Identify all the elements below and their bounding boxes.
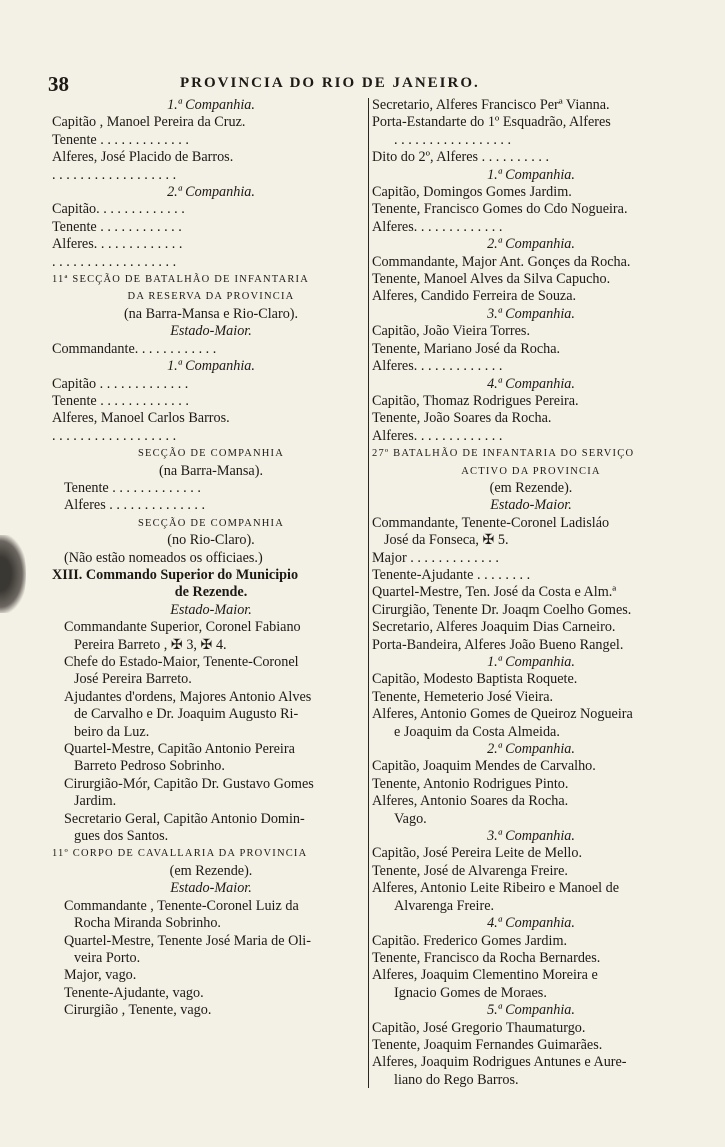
- text-line: Alferes, José Placido de Barros.: [52, 149, 234, 166]
- text-line: 5.ª Companhia.: [487, 1002, 575, 1019]
- text-line: Estado-Maior.: [170, 601, 252, 618]
- text-line: Alferes, Joaquim Clementino Moreira e: [372, 967, 598, 984]
- text-line: Alferes, Candido Ferreira de Souza.: [372, 288, 577, 305]
- running-head: PROVINCIA DO RIO DE JANEIRO.: [180, 75, 480, 91]
- text-line: 3.ª Companhia.: [487, 828, 575, 845]
- text-line: (Não estão nomeados os officiaes.): [64, 549, 263, 566]
- text-line: Estado-Maior.: [170, 880, 252, 897]
- text-line: Estado-Maior.: [490, 497, 572, 514]
- text-line: Rocha Miranda Sobrinho.: [74, 915, 221, 932]
- text-line: Cirurgião-Mór, Capitão Dr. Gustavo Gomes: [64, 775, 314, 792]
- text-line: Cirurgião , Tenente, vago.: [64, 1002, 212, 1019]
- text-line: Alferes, Antonio Leite Ribeiro e Manoel de: [372, 880, 620, 897]
- text-line: Capitão . . . . . . . . . . . . .: [52, 375, 189, 392]
- text-line: Alferes. . . . . . . . . . . . .: [372, 358, 503, 375]
- text-line: . . . . . . . . . . . . . . . . .: [394, 131, 512, 148]
- page-number: 38: [48, 72, 69, 96]
- text-line: ACTIVO DA PROVINCIA: [461, 465, 601, 477]
- text-line: 1.ª Companhia.: [167, 358, 255, 375]
- text-line: Capitão. Frederico Gomes Jardim.: [372, 932, 568, 949]
- text-line: 27º BATALHÃO DE INFANTARIA DO SERVIÇO: [372, 448, 635, 460]
- text-line: Commandante, Tenente-Coronel Ladisláo: [372, 514, 610, 531]
- text-line: Tenente, Francisco Gomes do Cdo Nogueira.: [372, 201, 628, 218]
- text-line: Tenente, Hemeterio José Vieira.: [372, 688, 554, 705]
- text-line: Secretario, Alferes Joaquim Dias Carneiro.: [372, 619, 616, 636]
- text-line: (em Rezende).: [169, 862, 253, 879]
- page-header: [48, 72, 688, 96]
- text-line: . . . . . . . . . . . . . . . . . .: [52, 253, 177, 270]
- text-line: Alferes . . . . . . . . . . . . . .: [64, 497, 206, 514]
- text-line: Tenente, Mariano José da Rocha.: [372, 340, 561, 357]
- text-line: 4.ª Companhia.: [487, 375, 575, 392]
- text-line: Alferes. . . . . . . . . . . . .: [372, 218, 503, 235]
- text-line: Tenente-Ajudante, vago.: [64, 984, 204, 1001]
- text-line: Alferes. . . . . . . . . . . . .: [52, 236, 183, 253]
- text-line: . . . . . . . . . . . . . . . . . .: [52, 427, 177, 444]
- text-line: liano do Rego Barros.: [394, 1071, 519, 1088]
- text-line: SECÇÃO DE COMPANHIA: [137, 448, 285, 460]
- text-line: Alferes, Antonio Soares da Rocha.: [372, 793, 569, 810]
- text-line: Tenente, João Soares da Rocha.: [372, 410, 552, 427]
- text-line: Alvarenga Freire.: [394, 897, 495, 914]
- text-line: Commandante , Tenente-Coronel Luiz da: [64, 897, 299, 914]
- text-line: 2.ª Companhia.: [487, 741, 575, 758]
- text-line: Vago.: [394, 810, 427, 827]
- text-line: Tenente-Ajudante . . . . . . . .: [372, 566, 531, 583]
- left-column: [52, 97, 370, 1020]
- text-line: (em Rezende).: [489, 479, 573, 496]
- text-line: Tenente, José de Alvarenga Freire.: [372, 862, 568, 879]
- text-line: Pereira Barreto , ✠ 3, ✠ 4.: [74, 636, 227, 653]
- text-line: Ajudantes d'ordens, Majores Antonio Alves: [64, 688, 312, 705]
- text-line: . . . . . . . . . . . . . . . . . .: [52, 166, 177, 183]
- text-line: Porta-Bandeira, Alferes João Bueno Rangel.: [372, 636, 624, 653]
- text-line: Commandante Superior, Coronel Fabiano: [64, 619, 301, 636]
- page-edge-stain: [0, 535, 26, 613]
- text-line: Capitão, Thomaz Rodrigues Pereira.: [372, 392, 579, 409]
- text-line: 2.ª Companhia.: [167, 184, 255, 201]
- text-line: beiro da Luz.: [74, 723, 150, 740]
- text-line: Chefe do Estado-Maior, Tenente-Coronel: [64, 654, 299, 670]
- text-line: Capitão, Joaquim Mendes de Carvalho.: [372, 758, 596, 775]
- text-line: Tenente, Francisco da Rocha Bernardes.: [372, 949, 601, 966]
- text-line: (na Barra-Mansa).: [159, 462, 263, 479]
- text-line: XIII. Commando Superior do Municipio: [52, 566, 299, 583]
- text-line: (na Barra-Mansa e Rio-Claro).: [123, 305, 299, 322]
- text-line: Major, vago.: [64, 967, 137, 984]
- text-line: Capitão, João Vieira Torres.: [372, 323, 530, 340]
- text-line: Capitão, Modesto Baptista Roquete.: [372, 671, 578, 688]
- text-line: 1.ª Companhia.: [487, 654, 575, 670]
- text-line: Capitão, José Gregorio Thaumaturgo.: [372, 1019, 586, 1036]
- text-line: Secretario Geral, Capitão Antonio Domin-: [64, 810, 305, 827]
- text-line: 11º CORPO DE CAVALLARIA DA PROVINCIA: [52, 848, 308, 860]
- text-line: Alferes, Joaquim Rodrigues Antunes e Aure-: [372, 1054, 627, 1071]
- text-line: Tenente, Joaquim Fernandes Guimarães.: [372, 1036, 603, 1053]
- text-line: Quartel-Mestre, Capitão Antonio Pereira: [64, 741, 295, 758]
- text-line: 3.ª Companhia.: [487, 305, 575, 322]
- text-line: Capitão, José Pereira Leite de Mello.: [372, 845, 582, 862]
- text-line: veira Porto.: [74, 949, 141, 966]
- text-line: SECÇÃO DE COMPANHIA: [137, 517, 285, 529]
- text-line: Dito do 2º, Alferes . . . . . . . . . .: [372, 149, 549, 166]
- text-line: Tenente . . . . . . . . . . . . .: [52, 392, 189, 409]
- text-line: 4.ª Companhia.: [487, 915, 575, 932]
- text-line: Cirurgião, Tenente Dr. Joaqm Coelho Gomes.: [372, 601, 632, 618]
- text-line: Jardim.: [74, 793, 117, 810]
- text-line: Major . . . . . . . . . . . . .: [372, 549, 499, 566]
- text-line: Tenente . . . . . . . . . . . . .: [52, 131, 189, 148]
- text-line: José Pereira Barreto.: [74, 671, 192, 688]
- text-line: de Rezende.: [174, 584, 248, 601]
- text-line: e Joaquim da Costa Almeida.: [394, 723, 560, 740]
- right-column: [372, 97, 690, 1089]
- text-line: (no Rio-Claro).: [167, 532, 255, 549]
- text-line: Estado-Maior.: [170, 323, 252, 340]
- text-line: Tenente, Antonio Rodrigues Pinto.: [372, 775, 569, 792]
- text-line: Alferes. . . . . . . . . . . . .: [372, 427, 503, 444]
- text-line: Tenente . . . . . . . . . . . . .: [64, 479, 201, 496]
- text-line: 1.ª Companhia.: [167, 97, 255, 113]
- text-line: DA RESERVA DA PROVINCIA: [127, 291, 295, 303]
- text-line: gues dos Santos.: [74, 828, 169, 845]
- text-line: Secretario, Alferes Francisco Perª Vianna.: [372, 97, 610, 113]
- text-line: 2.ª Companhia.: [487, 236, 575, 253]
- text-line: Capitão, Domingos Gomes Jardim.: [372, 184, 572, 201]
- text-line: Barreto Pedroso Sobrinho.: [74, 758, 225, 775]
- text-line: 1.ª Companhia.: [487, 166, 575, 183]
- text-line: Capitão , Manoel Pereira da Cruz.: [52, 114, 246, 131]
- text-line: de Carvalho e Dr. Joaquim Augusto Ri-: [74, 706, 299, 723]
- text-line: Ignacio Gomes de Moraes.: [394, 984, 547, 1001]
- text-line: Tenente, Manoel Alves da Silva Capucho.: [372, 271, 611, 288]
- text-line: 11ª SECÇÃO DE BATALHÃO DE INFANTARIA: [52, 274, 310, 286]
- text-line: Alferes, Antonio Gomes de Queiroz Nogueira: [372, 706, 633, 723]
- text-line: Alferes, Manoel Carlos Barros.: [52, 410, 230, 427]
- text-line: Capitão. . . . . . . . . . . . .: [52, 201, 185, 218]
- text-line: Porta-Estandarte do 1º Esquadrão, Alferes: [372, 114, 611, 131]
- text-line: Commandante, Major Ant. Gonçes da Rocha.: [372, 253, 631, 270]
- text-line: Commandante. . . . . . . . . . . .: [52, 340, 217, 357]
- text-line: Tenente . . . . . . . . . . . .: [52, 218, 182, 235]
- text-line: Quartel-Mestre, Ten. José da Costa e Alm.ª: [372, 584, 617, 601]
- text-line: Quartel-Mestre, Tenente José Maria de Oli-: [64, 932, 311, 949]
- text-line: José da Fonseca, ✠ 5.: [384, 532, 509, 549]
